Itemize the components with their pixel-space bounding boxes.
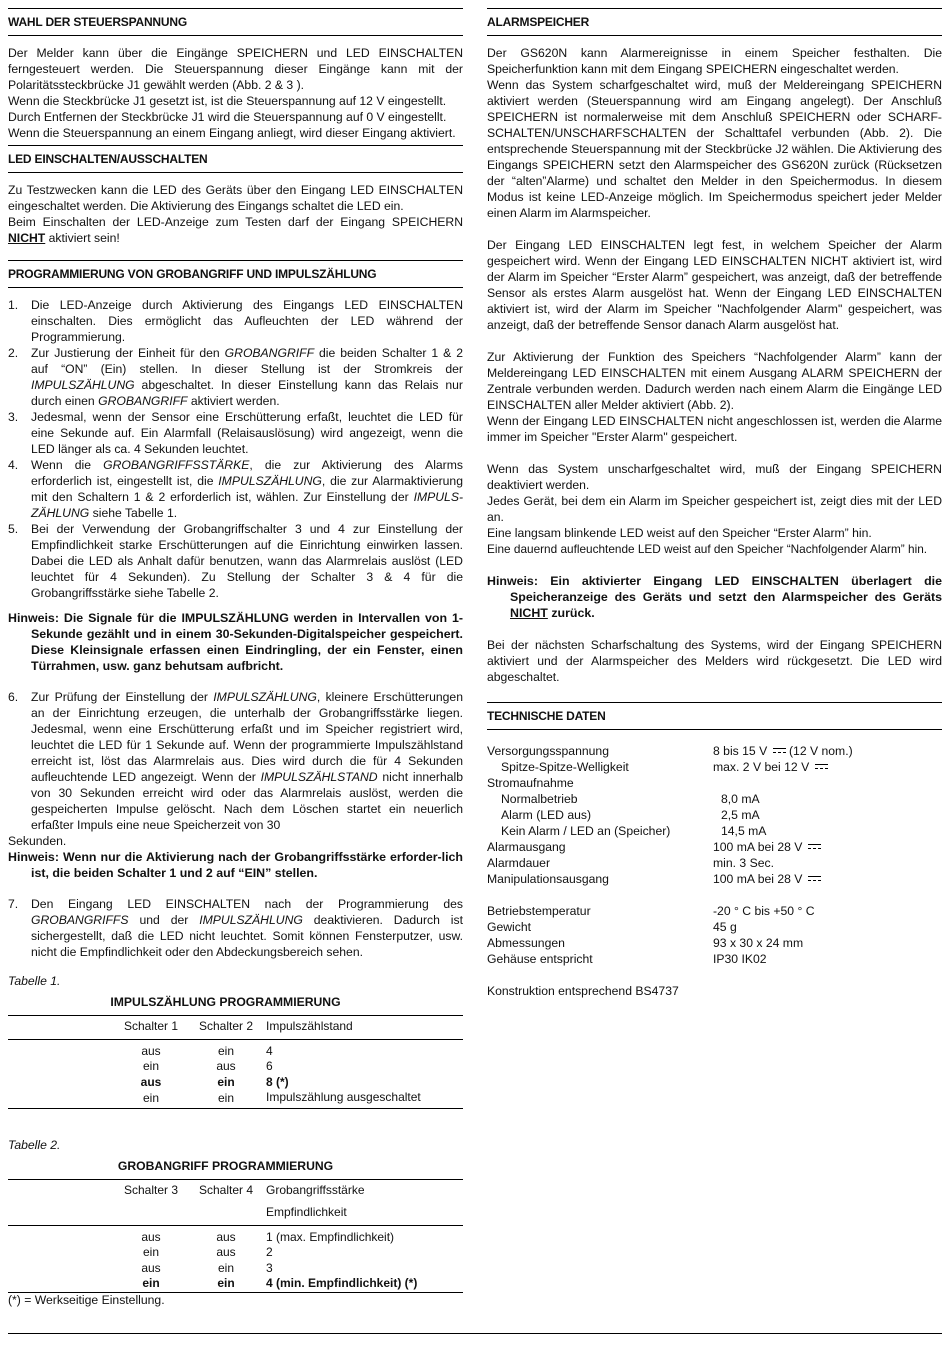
paragraph: Eine dauernd aufleuchtende LED weist auf den Speicher “Nachfolgender Alarm” hin. — [487, 542, 928, 556]
tech-label: Normalbetrieb — [501, 792, 578, 806]
tech-data-table — [487, 743, 942, 887]
table-row: aus aus 1 (max. Empfindlichkeit) — [141, 1229, 395, 1244]
instruction-list — [8, 689, 463, 833]
tech-label: Betriebstemperatur — [487, 904, 591, 918]
tech-row — [487, 823, 942, 839]
table-header: Empfindlichkeit — [263, 1202, 463, 1225]
list-item: 5. Bei der Verwendung der Grobangriffschalter 3 und 4 zur Einstellung der Empfindlichkeit starke Erschütterungen auf die Einrichtung einwirken lassen. Dabei die LED als Anhalt dafür benutzen, wann das Alarmrelais auslöst (LED leuchtet für 4 Sekunden). Zu Stellung der Schalter 3 & 4 für die Grobangriffsstärke siehe Tabelle 2. — [8, 522, 463, 600]
paragraph: Der Melder kann über die Eingänge SPEICHERN und LED EINSCHALTEN ferngesteuert werden. Die Steuerspannung dieser Eingänge kann mit der Polaritätssteckbrücke J1 gewählt werden (Abb. 2 & 3 ). — [8, 46, 463, 92]
right-column — [487, 8, 942, 999]
list-item: 2. Zur Justierung der Einheit für den GROBANGRIFF die beiden Schalter 1 & 2 auf “ON” (Ein) stellen. In dieser Stellung ist der Stromkreis der IMPULSZÄHLUNG abgeschaltet. In dieser Einstellung kann das Relais nur durch einen GROBANGRIFF aktiviert werden. — [8, 346, 463, 408]
tech-value: -20 ° C bis +50 ° C — [713, 904, 815, 918]
list-item: 6. Zur Prüfung der Einstellung der IMPULSZÄHLUNG, kleinere Erschütterungen an der Einrichtung erzeugen, die unterhalb der Grobangriffsstärke liegen. Jedesmal, wenn eine Erschütterung erfaßt und im Speicher registriert wird, leuchtet die LED für 1 Sekunde auf. Wenn der programmierte Impulszählstand erreicht ist, löst das Alarmrelais aus. Dies wird durch die für 4 Sekunden aufleuchtende LED angezeigt. Wenn der IMPULSZÄHLSTAND nicht innerhalb von 30 Sekunden erreicht wird oder das Alarmrelais auslöst, werden die gespeicherten Impulse gelöscht. Nach dem Löschen startet ein neuerlich erfaßter Impuls eine neue Speicherzeit von 30 — [8, 690, 463, 832]
instruction-list — [8, 297, 463, 601]
table-row: aus ein 3 — [141, 1260, 273, 1275]
tech-value: 100 mA bei 28 V — [713, 871, 942, 887]
table-header: Grobangriffsstärke — [266, 1182, 365, 1197]
tech-label: Manipulationsausgang — [487, 872, 609, 886]
dc-symbol-icon — [808, 844, 821, 851]
paragraph: Wenn das System unscharfgeschaltet wird, muß der Eingang SPEICHERN deaktiviert werden. — [487, 462, 942, 492]
text: Beim Einschalten der LED-Anzeige zum Testen darf der Eingang SPEICHERN — [8, 215, 463, 229]
table-caption: Tabelle 2. — [8, 1137, 61, 1152]
note: Hinweis: Wenn nur die Aktivierung nach der Grobangriffsstärke erforder-lich ist, die beiden Schalter 1 und 2 auf “EIN” stellen. — [8, 850, 463, 880]
tech-value: 14,5 mA — [721, 824, 767, 838]
paragraph: Der GS620N kann Alarmereignisse in einem Speicher festhalten. Die Speicherfunktion kann mit dem Eingang SPEICHERN eingeschaltet werden. — [487, 46, 942, 76]
paragraph: Zu Testzwecken kann die LED des Geräts über den Eingang LED EINSCHALTEN eingeschaltet werden. Die Aktivierung des Eingangs schaltet die LED ein. — [8, 183, 463, 213]
table-header: Schalter 1 — [113, 1016, 189, 1040]
tech-row — [487, 759, 942, 775]
table-caption: Tabelle 1. — [8, 974, 61, 988]
bottom-rule — [8, 1333, 942, 1334]
tech-value: 8,0 mA — [721, 792, 760, 806]
tech-row — [487, 951, 942, 967]
tech-label: Alarmdauer — [487, 856, 550, 870]
tech-row — [487, 807, 942, 823]
table-header: Schalter 2 — [189, 1016, 263, 1040]
list-item: 7. Den Eingang LED EINSCHALTEN nach der Programmierung des GROBANGRIFFS und der IMPULSZÄHLUNG deaktivieren. Dadurch ist sichergestellt, daß die LED nicht leuchtet. Somit können Fensterputzer, usw. nicht die Empfindlichkeit oder den Abdeckungsbereich sehen. — [8, 897, 463, 959]
tech-row — [487, 903, 942, 919]
tech-value: 100 mA bei 28 V — [713, 839, 942, 855]
tech-label: Versorgungsspannung — [487, 744, 609, 758]
emphasis: NICHT — [510, 606, 548, 620]
table-row: ein aus 6 — [142, 1059, 273, 1073]
tech-value: 2,5 mA — [721, 808, 760, 822]
dc-symbol-icon — [773, 748, 786, 755]
table-header: Impulszählstand — [263, 1016, 463, 1040]
tech-row — [487, 919, 942, 935]
tech-value: 45 g — [713, 920, 737, 934]
emphasis: NICHT — [8, 231, 46, 245]
tech-value: min. 3 Sec. — [713, 856, 774, 870]
tech-label: Gehäuse entspricht — [487, 952, 593, 966]
tech-label: Alarm (LED aus) — [501, 808, 592, 822]
paragraph: Wenn das System scharfgeschaltet wird, muß der Meldereingang SPEICHERN aktiviert werden (Steuerspannung wird am Eingang angelegt). Der Anschluß SPEICHERN ist normalerweise mit dem Anschluß SPEICHERN oder SCHARF-SCHALTEN/UNSCHARFSCHALTEN der Schalttafel verbunden (Abb. 2). Die entsprechende Steuerspannung mit der Steckbrücke J2 wählen. Die Aktivierung des Eingangs SPEICHERN setzt den Alarmspeicher des GS620N zurück (Rücksetzen der “alten”Alarme) und schaltet den Melder in den Speichermodus. In diesem Modus ist keine LED-Anzeige möglich. Im Speichermodus speichert jeder Melder einen Alarm im Alarmspeicher. — [487, 78, 942, 220]
paragraph: Durch Entfernen der Steckbrücke J1 wird die Steuerspannung auf 0 V eingestellt. — [8, 110, 447, 124]
dc-symbol-icon — [808, 876, 821, 883]
tech-label: Kein Alarm / LED an (Speicher) — [501, 824, 671, 838]
tech-row — [487, 775, 942, 791]
tech-row — [487, 935, 942, 951]
impulse-count-table — [8, 1015, 463, 1109]
table-row: ein ein 4 (min. Empfindlichkeit) (*) — [142, 1276, 418, 1290]
table-row: ein ein Impulszählung ausgeschaltet — [142, 1090, 421, 1105]
construction-note: Konstruktion entsprechend BS4737 — [487, 984, 679, 998]
list-item: 1. Die LED-Anzeige durch Aktivierung des Eingangs LED EINSCHALTEN einschalten. Dies ermöglicht das Aufleuchten der LED während der Programmierung. — [8, 298, 463, 344]
instruction-list — [8, 896, 463, 960]
tech-data-table — [487, 903, 942, 967]
paragraph — [8, 214, 463, 246]
tech-value: 93 x 30 x 24 mm — [713, 936, 804, 950]
tech-label: Spitze-Spitze-Welligkeit — [501, 760, 629, 774]
table-row: aus ein 8 (*) — [140, 1074, 289, 1089]
table-title: GROBANGRIFF PROGRAMMIERUNG — [117, 1158, 334, 1173]
table-header: Schalter 4 — [198, 1182, 254, 1197]
table-row: aus ein 4 — [141, 1043, 273, 1058]
paragraph: Zur Aktivierung der Funktion des Speichers “Nachfolgender Alarm” kann der Meldereingang LED EINSCHALTEN mit einem Ausgang ALARM SPEICHERN der Zentrale verbunden werden. Dadurch werden nach einem Alarm die Eingänge LED EINSCHALTEN aller Melder aktiviert (Abb. 2). — [487, 350, 942, 412]
section-heading: PROGRAMMIERUNG VON GROBANGRIFF UND IMPULSZÄHLUNG — [8, 260, 463, 288]
paragraph: Bei der nächsten Scharfschaltung des Systems, wird der Eingang SPEICHERN aktiviert und der Alarmspeicher des Melders wird rückgesetzt. Die LED wird abgeschaltet. — [487, 638, 942, 684]
note: Hinweis: Die Signale für die IMPULSZÄHLUNG werden in Intervallen von 1-Sekunde gezählt und in einem 30-Sekunden-Digitalspeicher gespeichert. Diese Kleinsignale erfassen einen Eindringling, der ein Fenster, einen Türrahmen, usw. ganz behutsam aufbricht. — [8, 611, 463, 673]
section-heading: WAHL DER STEUERSPANNUNG — [8, 8, 463, 36]
coarse-attack-table — [8, 1179, 463, 1293]
paragraph: Wenn die Steckbrücke J1 gesetzt ist, ist die Steuerspannung auf 12 V eingestellt. — [8, 94, 447, 108]
table-title: IMPULSZÄHLUNG PROGRAMMIERUNG — [110, 995, 341, 1009]
tech-label: Abmessungen — [487, 936, 565, 950]
table-header: Schalter 3 — [123, 1182, 179, 1197]
tech-label: Stromaufnahme — [487, 776, 574, 790]
section-heading: LED EINSCHALTEN/AUSSCHALTEN — [8, 145, 463, 173]
tech-value: max. 2 V bei 12 V — [713, 759, 942, 775]
tech-label: Alarmausgang — [487, 840, 566, 854]
text: aktiviert sein! — [48, 231, 120, 245]
paragraph: Jedes Gerät, bei dem ein Alarm im Speicher gespeichert ist, zeigt dies mit der LED an. — [487, 494, 942, 524]
tech-label: Gewicht — [487, 920, 532, 934]
tech-row — [487, 791, 942, 807]
list-item: 3. Jedesmal, wenn der Sensor eine Erschütterung erfaßt, leuchtet die LED für eine Sekunde auf. Ein Alarmfall (Relaisauslösung) wird angezeigt, wenn die LED länger als ca. 4 Sekunden leuchtet. — [8, 410, 463, 456]
paragraph: Wenn die Steuerspannung an einem Eingang anliegt, wird dieser Eingang aktiviert. — [8, 126, 456, 140]
paragraph: Wenn der Eingang LED EINSCHALTEN nicht angeschlossen ist, werden die Alarme immer im Speicher "Erster Alarm" gespeichert. — [487, 414, 942, 444]
tech-value: IP30 IK02 — [713, 952, 767, 966]
table-footnote: (*) = Werkseitige Einstellung. — [8, 1292, 165, 1307]
tech-row — [487, 839, 942, 855]
section-heading: ALARMSPEICHER — [487, 8, 942, 36]
paragraph: Der Eingang LED EINSCHALTEN legt fest, in welchem Speicher der Alarm gespeichert wird. Wenn der Eingang LED EINSCHALTEN NICHT aktiviert ist, wird der Alarm im Speicher “Erster Alarm” gespeichert, was anzeigt, daß der betreffende Sensor als erstes Alarm ausgelöst hat. Wenn der Eingang LED EINSCHALTEN aktiviert ist, wird der Alarm im Speicher "Nachfolgender Alarm" gespeichert, was anzeigt, daß der betreffende Sensor danach Alarm ausgelöst hat. — [487, 238, 942, 332]
dc-symbol-icon — [815, 764, 828, 771]
section-heading: TECHNISCHE DATEN — [487, 702, 942, 730]
tech-row — [487, 743, 942, 759]
left-column — [8, 8, 463, 1308]
paragraph: Eine langsam blinkende LED weist auf den Speicher “Erster Alarm” hin. — [487, 526, 872, 540]
table-row: ein aus 2 — [142, 1245, 273, 1259]
paragraph: Sekunden. — [8, 834, 67, 848]
tech-row — [487, 855, 942, 871]
tech-row — [487, 871, 942, 887]
note: Hinweis: Ein aktivierter Eingang LED EINSCHALTEN überlagert die Speicheranzeige des Geräts und setzt den Alarmspeicher des Geräts NICHT zurück. — [487, 574, 942, 620]
tech-value: 8 bis 15 V (12 V nom.) — [713, 744, 853, 758]
tech-value — [713, 775, 942, 791]
list-item: 4. Wenn die GROBANGRIFFSSTÄRKE, die zur Aktivierung des Alarms erforderlich ist, eingestellt ist, die IMPULSZÄHLUNG, die zur Alarmaktivierung mit den Schaltern 1 & 2 erforderlich ist, wählen. Zur Einstellung der IMPULS-ZÄHLUNG siehe Tabelle 1. — [8, 458, 464, 520]
